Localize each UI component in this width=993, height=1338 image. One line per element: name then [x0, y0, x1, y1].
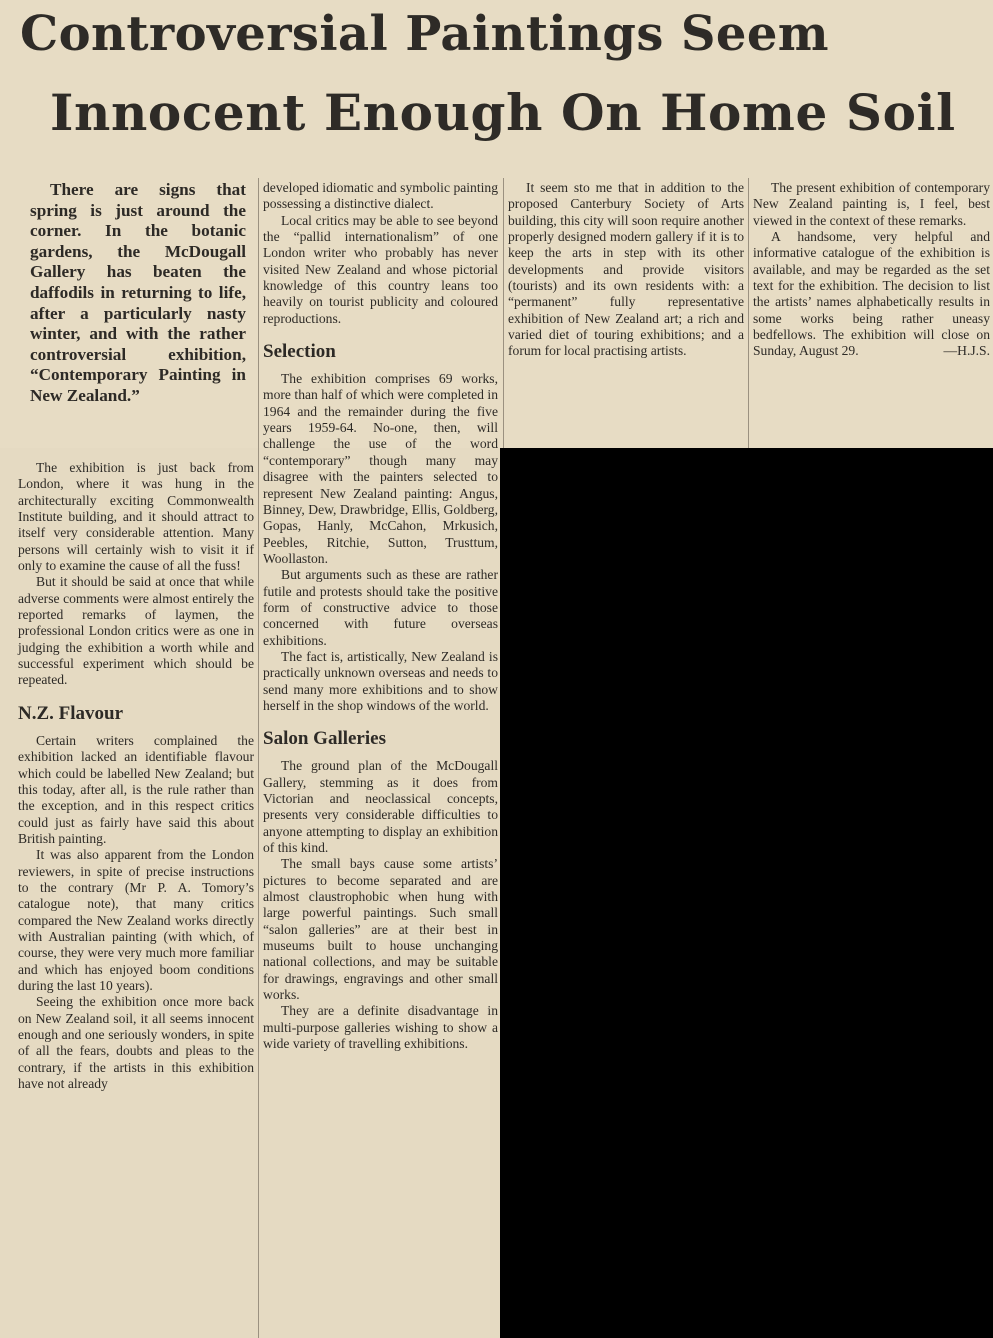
paragraph: But it should be said at once that while adverse comments were almost entirely the reported remarks of laymen, the professional London critics were as one in judging the exhibition a worth while and successful experiment which should be repeated.: [18, 574, 254, 688]
paragraph: It seem sto me that in addition to the proposed Canterbury Society of Arts building, this city will soon require another properly designed modern gallery if it is to keep the arts in step with its other developments and provide visitors (tourists) and its own residents with: a “permanent” fully representative exhibition of New Zealand art; a rich and varied diet of touring exhibitions; and a forum for local practising artists.: [508, 180, 744, 359]
subheading-nz-flavour: N.Z. Flavour: [18, 702, 124, 724]
paragraph: Local critics may be able to see beyond the “pallid internationalism” of one London writer who probably has never visited New Zealand and whose pictorial knowledge of this country leans too heavily on tourist publicity and coloured reproductions.: [263, 212, 498, 326]
paragraph: But arguments such as these are rather futile and protests should take the positive form of constructive advice to those concerned with future overseas exhibitions.: [263, 567, 498, 648]
article-column-1: [18, 460, 254, 1092]
paragraph: The exhibition is just back from London, where it was hung in the architecturally exciting Commonwealth Institute building, and it should attract to itself very considerable attention. Many persons will certainly wish to visit it if only to examine the cause of all the fuss!: [18, 460, 254, 574]
subheading-selection: Selection: [263, 341, 336, 363]
column-divider-3: [748, 178, 749, 448]
article-column-4: [753, 180, 990, 360]
paragraph: Certain writers complained the exhibition lacked an identifiable flavour which could be labelled New Zealand; but this today, after all, is the rule rather than the exception, and in this respect critics could just as fairly have said this about British painting.: [18, 732, 254, 846]
article-column-2: [263, 180, 498, 1053]
paragraph: developed idiomatic and symbolic painting possessing a distinctive dialect.: [263, 180, 498, 212]
paragraph: The fact is, artistically, New Zealand is practically unknown overseas and needs to send many more exhibitions and to show herself in the shop windows of the world.: [263, 648, 498, 713]
paragraph: The present exhibition of contemporary New Zealand painting is, I feel, best viewed in the context of these remarks.: [753, 180, 990, 228]
headline-line-1: Controversial Paintings Seem: [20, 6, 829, 62]
paragraph: Seeing the exhibition once more back on New Zealand soil, it all seems innocent enough and one seriously wonders, in spite of all the fears, doubts and pleas to the contrary, if the artists in this exhibition have not already: [18, 994, 254, 1092]
headline-line-2: Innocent Enough On Home Soil: [50, 83, 956, 142]
article-column-3: [508, 180, 744, 360]
column-divider-1: [258, 178, 259, 1338]
lead-paragraph: [30, 180, 246, 407]
column-divider-2: [503, 178, 504, 448]
paragraph: [753, 229, 990, 360]
paragraph: They are a definite disadvantage in multi-purpose galleries wishing to show a wide variety of travelling exhibitions.: [263, 1003, 498, 1052]
paragraph: The small bays cause some artists’ pictures to become separated and are almost claustrophobic when hung with large powerful paintings. Such small “salon galleries” are at their best in museums built to house unchanging national collections, and may be suitable for drawings, engravings and other small works.: [263, 856, 498, 1003]
paragraph: The exhibition comprises 69 works, more than half of which were completed in 1964 and the remainder during the five years 1959-64. No-one, then, will challenge the use of the word “contemporary” though many may disagree with the painters selected to represent New Zealand painting: Angus, Binney, Dew, Drawbridge, Ellis, Goldberg, Gopas, Hanly, McCahon, Mrkusich, Peebles, Ritchie, Sutton, Trusttum, Woollaston.: [263, 371, 498, 566]
paragraph-text: A handsome, very helpful and informative catalogue of the exhibition is available, and may be regarded as the set text for the exhibition. The decision to list the artists’ names alphabetically results in some works being rather uneasy bedfellows. The exhibition will close on Sunday, August 29.: [753, 229, 990, 359]
author-signature: —H.J.S.: [943, 343, 990, 359]
lead-text: There are signs that spring is just around the corner. In the botanic gardens, the McDougall Gallery has beaten the daffodils in returning to life, after a particularly nasty winter, and with the rather controversial exhibition, “Contemporary Painting in New Zealand.”: [30, 180, 246, 405]
paragraph: The ground plan of the McDougall Gallery, stemming as it does from Victorian and neoclassical concepts, presents very considerable difficulties to anyone attempting to display an exhibition of this kind.: [263, 758, 498, 856]
paragraph: It was also apparent from the London reviewers, in spite of precise instructions to the contrary (Mr P. A. Tomory’s catalogue note), that many critics compared the New Zealand works directly with Australian painting (with which, of course, they were very much more familiar and which has enjoyed boom conditions during the last 10 years).: [18, 847, 254, 993]
subheading-salon-galleries: Salon Galleries: [263, 728, 386, 750]
